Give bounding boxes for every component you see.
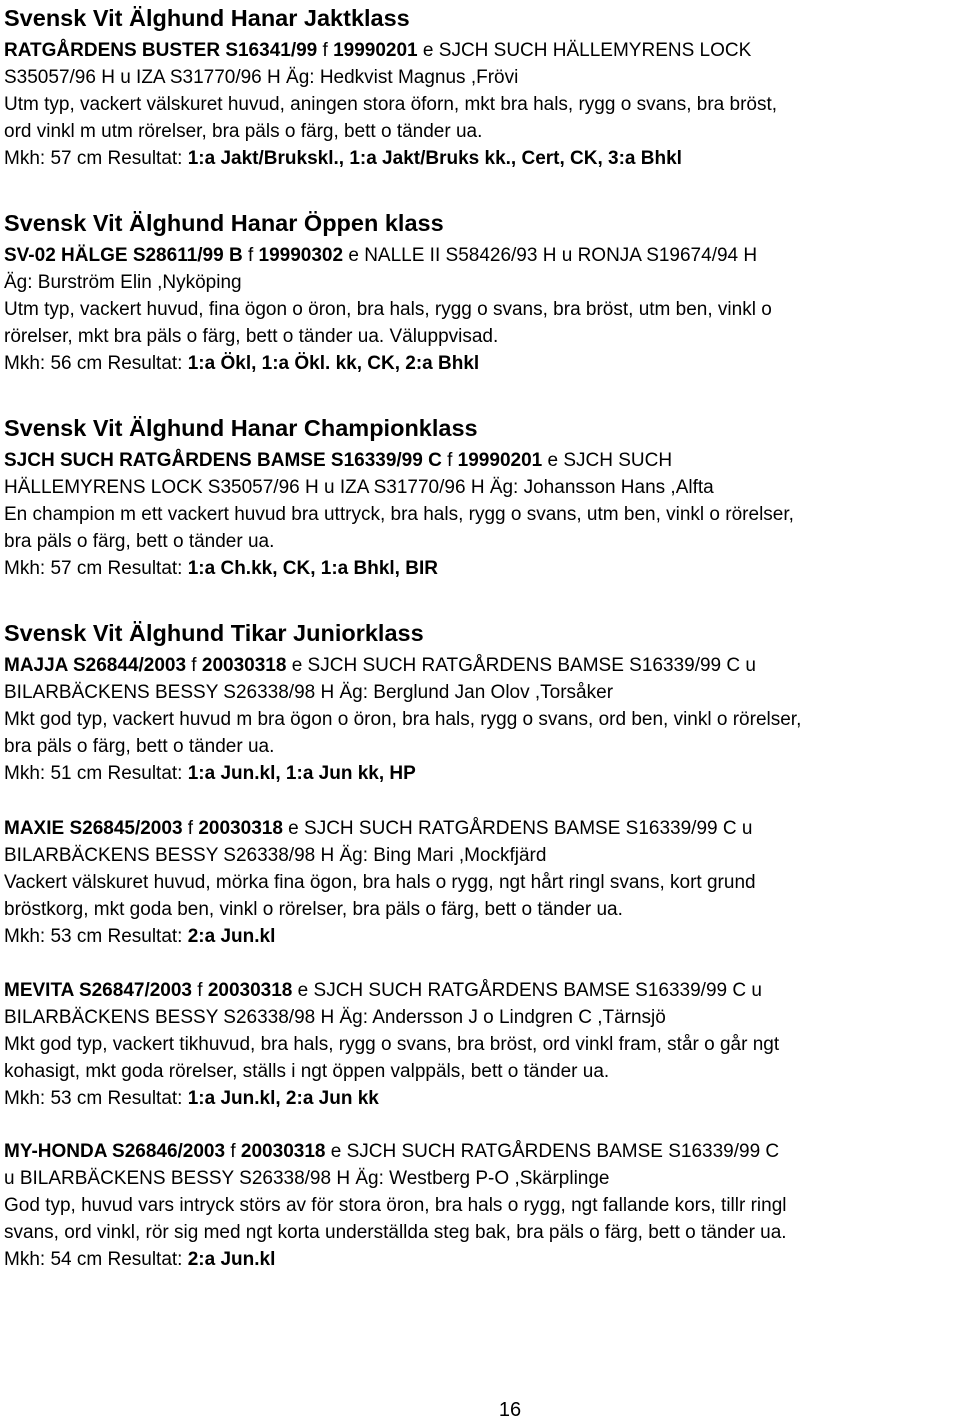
bold-text: 20030318 [198, 818, 283, 839]
text: Mkh: 57 cm Resultat: [4, 148, 188, 169]
section-title: Svensk Vit Älghund Tikar Juniorklass [4, 620, 424, 646]
bold-text: RATGÅRDENS BUSTER S16341/99 [4, 40, 318, 61]
text: e SJCH SUCH RATGÅRDENS BAMSE S16339/99 C u [282, 818, 753, 839]
entry-text-line [4, 1058, 960, 1085]
entry-text-line [4, 1192, 960, 1219]
entry-text-line [4, 501, 960, 528]
entry-text-line [4, 118, 960, 145]
entry-text-line [4, 869, 960, 896]
entry-header-line [4, 447, 960, 474]
entry-text-line [4, 706, 960, 733]
entry-result-line [4, 555, 960, 582]
text: kohasigt, mkt goda rörelser, ställs i ngt öppen valppäls, bett o tänder ua. [4, 1061, 610, 1082]
bold-text: SJCH SUCH RATGÅRDENS BAMSE S16339/99 C [4, 450, 442, 471]
text: e SJCH SUCH RATGÅRDENS BAMSE S16339/99 C [325, 1141, 780, 1162]
bold-text: 1:a Ch.kk, CK, 1:a Bhkl, BIR [187, 558, 438, 579]
text: e NALLE II S58426/93 H u RONJA S19674/94 H [343, 245, 758, 266]
text: S35057/96 H u IZA S31770/96 H Äg: Hedkvist Magnus ,Frövi [4, 67, 519, 88]
entry-result-line [4, 923, 960, 950]
dog-entry [4, 815, 960, 950]
text: u BILARBÄCKENS BESSY S26338/98 H Äg: Westberg P-O ,Skärplinge [4, 1168, 610, 1189]
text: f [242, 245, 259, 266]
text: Utm typ, vackert välskuret huvud, aningen stora öforn, mkt bra hals, rygg o svans, bra bröst, [4, 94, 778, 115]
entry-result-line [4, 145, 960, 172]
page-number: 16 [498, 1399, 522, 1421]
text: f [225, 1141, 241, 1162]
entry-header-line [4, 37, 960, 64]
text: f [317, 40, 334, 61]
text: f [192, 980, 208, 1001]
text: ord vinkl m utm rörelser, bra päls o färg, bett o tänder ua. [4, 121, 483, 142]
text: f [182, 818, 199, 839]
entry-text-line [4, 269, 960, 296]
bold-text: 2:a Jun.kl [187, 926, 276, 947]
text: bra päls o färg, bett o tänder ua. [4, 531, 275, 552]
entry-text-line [4, 1031, 960, 1058]
bold-text: 20030318 [207, 980, 293, 1001]
entry-text-line [4, 323, 960, 350]
bold-text: MY-HONDA S26846/2003 [4, 1141, 226, 1162]
text: Vackert välskuret huvud, mörka fina ögon, bra hals o rygg, ngt hårt ringl svans, kort grund [4, 872, 756, 893]
text: rörelser, mkt bra päls o färg, bett o tänder ua. Väluppvisad. [4, 326, 499, 347]
entry-text-line [4, 1219, 960, 1246]
bold-text: 20030318 [240, 1141, 326, 1162]
dog-entry [4, 37, 960, 172]
bold-text: 1:a Jun.kl, 2:a Jun kk [187, 1088, 379, 1109]
bold-text: 20030318 [201, 655, 287, 676]
entry-header-line [4, 652, 960, 679]
text: Mkh: 53 cm Resultat: [4, 926, 188, 947]
text: HÄLLEMYRENS LOCK S35057/96 H u IZA S31770/96 H Äg: Johansson Hans ,Alfta [4, 477, 714, 498]
bold-text: SV-02 HÄLGE S28611/99 B [4, 245, 243, 266]
text: Mkh: 57 cm Resultat: [4, 558, 188, 579]
entry-text-line [4, 91, 960, 118]
entry-text-line [4, 896, 960, 923]
text: svans, ord vinkl, rör sig med ngt korta underställda steg bak, bra päls o färg, bett o tänder ua. [4, 1222, 787, 1243]
section-title: Svensk Vit Älghund Hanar Öppen klass [4, 210, 444, 236]
bold-text: 1:a Jakt/Brukskl., 1:a Jakt/Bruks kk., Cert, CK, 3:a Bhkl [187, 148, 682, 169]
section-title: Svensk Vit Älghund Hanar Jaktklass [4, 5, 410, 31]
entry-result-line [4, 1246, 960, 1273]
dog-entry [4, 242, 960, 377]
entry-text-line [4, 1004, 960, 1031]
entry-header-line [4, 815, 960, 842]
text: Mkt god typ, vackert huvud m bra ögon o öron, bra hals, rygg o svans, ord ben, vinkl o rörelser, [4, 709, 802, 730]
entry-text-line [4, 1165, 960, 1192]
entry-text-line [4, 733, 960, 760]
text: Mkh: 53 cm Resultat: [4, 1088, 188, 1109]
text: Mkt god typ, vackert tikhuvud, bra hals, rygg o svans, bra bröst, ord vinkl fram, står o går ngt [4, 1034, 780, 1055]
bold-text: 1:a Jun.kl, 1:a Jun kk, HP [187, 763, 416, 784]
entry-header-line [4, 242, 960, 269]
text: BILARBÄCKENS BESSY S26338/98 H Äg: Andersson J o Lindgren C ,Tärnsjö [4, 1007, 666, 1028]
bold-text: MAXIE S26845/2003 [4, 818, 183, 839]
dog-entry [4, 977, 960, 1112]
entry-text-line [4, 842, 960, 869]
bold-text: MAJJA S26844/2003 [4, 655, 187, 676]
text: e SJCH SUCH HÄLLEMYRENS LOCK [417, 40, 752, 61]
text: God typ, huvud vars intryck störs av för stora öron, bra hals o rygg, ngt fallande kors, tillr ringl [4, 1195, 787, 1216]
bold-text: 19990201 [333, 40, 418, 61]
text: f [186, 655, 202, 676]
text: Utm typ, vackert huvud, fina ögon o öron, bra hals, rygg o svans, bra bröst, utm ben, vinkl o [4, 299, 772, 320]
entry-text-line [4, 528, 960, 555]
text: e SJCH SUCH RATGÅRDENS BAMSE S16339/99 C u [292, 980, 762, 1001]
dog-entry [4, 447, 960, 582]
text: BILARBÄCKENS BESSY S26338/98 H Äg: Bing Mari ,Mockfjärd [4, 845, 547, 866]
text: Äg: Burström Elin ,Nyköping [4, 272, 242, 293]
entry-result-line [4, 1085, 960, 1112]
bold-text: MEVITA S26847/2003 [4, 980, 192, 1001]
text: BILARBÄCKENS BESSY S26338/98 H Äg: Berglund Jan Olov ,Torsåker [4, 682, 614, 703]
text: Mkh: 54 cm Resultat: [4, 1249, 188, 1270]
section-title: Svensk Vit Älghund Hanar Championklass [4, 415, 478, 441]
dog-entry [4, 652, 960, 787]
text: bröstkorg, mkt goda ben, vinkl o rörelser, bra päls o färg, bett o tänder ua. [4, 899, 623, 920]
text: e SJCH SUCH RATGÅRDENS BAMSE S16339/99 C u [286, 655, 756, 676]
entry-result-line [4, 350, 960, 377]
bold-text: 19990302 [258, 245, 344, 266]
entry-header-line [4, 977, 960, 1004]
text: e SJCH SUCH [542, 450, 673, 471]
entry-header-line [4, 1138, 960, 1165]
entry-text-line [4, 474, 960, 501]
text: f [441, 450, 458, 471]
entry-text-line [4, 679, 960, 706]
bold-text: 2:a Jun.kl [187, 1249, 276, 1270]
text: bra päls o färg, bett o tänder ua. [4, 736, 275, 757]
text: En champion m ett vackert huvud bra uttryck, bra hals, rygg o svans, utm ben, vinkl o rörelser, [4, 504, 794, 525]
entry-text-line [4, 296, 960, 323]
bold-text: 19990201 [457, 450, 543, 471]
text: Mkh: 51 cm Resultat: [4, 763, 188, 784]
entry-text-line [4, 64, 960, 91]
text: Mkh: 56 cm Resultat: [4, 353, 188, 374]
entry-result-line [4, 760, 960, 787]
bold-text: 1:a Ökl, 1:a Ökl. kk, CK, 2:a Bhkl [187, 353, 480, 374]
dog-entry [4, 1138, 960, 1273]
